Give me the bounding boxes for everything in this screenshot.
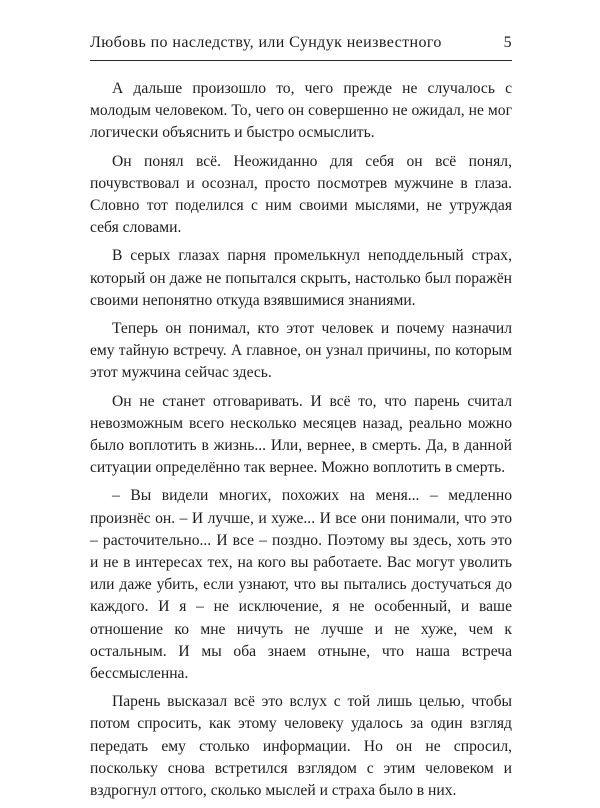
- paragraph: А дальше произошло то, чего прежде не случалось с молодым человеком. То, чего он совершенно не ожидал, не мог логически объяснить и быстро осмыслить.: [90, 80, 512, 142]
- running-header: [90, 34, 512, 54]
- book-page: [90, 34, 512, 808]
- paragraph: Он понял всё. Неожиданно для себя он всё понял, почувствовал и осознал, просто посмотрев мужчине в глаза. Словно тот поделился с ним своими мыслями, не утруждая себя словами.: [90, 152, 512, 237]
- paragraph: Теперь он понимал, кто этот человек и почему назначил ему тайную встречу. А главное, он узнал причины, по которым этот мужчина сейчас здесь.: [90, 320, 512, 382]
- paragraph: – Вы видели многих, похожих на меня... – медленно произнёс он. – И лучше, и хуже... И все они понимали, что это – расточительно... И все – поздно. Поэтому вы здесь, хоть это и не в интересах тех, на кого вы работаете. Вас могут уволить или даже убить, если узнают, что вы пытались достучаться до каждого. И я – не исключение, я не особенный, и ваше отношение ко мне ничуть не лучше и не хуже, чем к остальным. И мы оба знаем отныне, что наша встреча бессмысленна.: [90, 487, 512, 683]
- paragraph: Он не станет отговаривать. И всё то, что парень считал невозможным всего несколько месяцев назад, реально можно было воплотить в жизнь... Или, вернее, в смерть. Да, в данной ситуации определённо так вернее. Можно воплотить в смерть.: [90, 392, 512, 477]
- body-text: [90, 78, 512, 802]
- paragraph: В серых глазах парня промелькнул неподдельный страх, который он даже не попытался скрыть, настолько был поражён своими непонятно откуда взявшимися знаниями.: [90, 247, 512, 309]
- running-title: Любовь по наследству, или Сундук неизвестного: [90, 34, 442, 51]
- page-number: 5: [503, 34, 512, 51]
- paragraph: Парень высказал всё это вслух с той лишь целью, чтобы потом спросить, как этому человеку удалось за один взгляд передать ему столько информации. Но он не спросил, поскольку снова встретился взглядом с этим человеком и вздрогнул оттого, сколько мыслей и страха было в них.: [90, 693, 512, 800]
- header-rule: [90, 60, 512, 61]
